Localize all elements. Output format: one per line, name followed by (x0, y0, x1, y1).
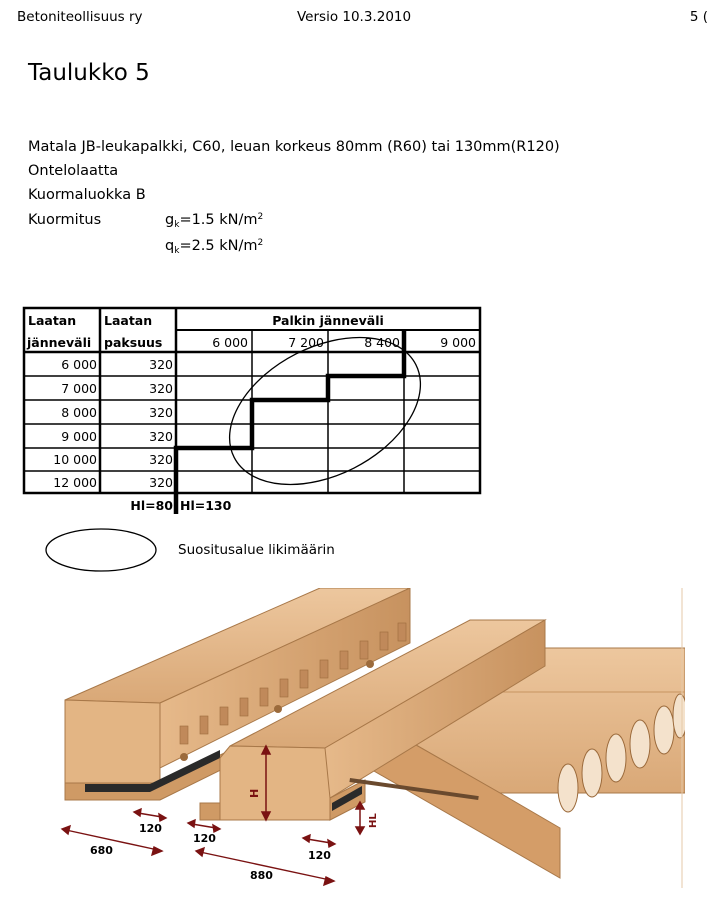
dim-hl-label: HL (368, 813, 379, 828)
page-title: Taulukko 5 (28, 60, 150, 86)
dim-120a-label: 120 (139, 822, 162, 835)
back-beam-front (65, 700, 160, 783)
row-thickness: 320 (149, 357, 173, 372)
legend-label: Suositusalue likimäärin (178, 542, 335, 558)
dim-680-label: 680 (90, 844, 113, 857)
header-version: Versio 10.3.2010 (297, 9, 412, 25)
load-label: Kuormitus (28, 212, 102, 228)
beam-span-9000: 9 000 (440, 335, 476, 350)
beam-span-8400: 8 400 (364, 335, 400, 350)
dead-load-value: $g_k=1.5$ $kN/m^2$ (165, 212, 264, 230)
row-thickness: 320 (149, 429, 173, 444)
header-page-number: 5 ( (689, 9, 708, 25)
dim-880-label: 880 (250, 869, 273, 882)
slab-type: Ontelolaatta (28, 163, 119, 179)
row-thickness: 320 (149, 405, 173, 420)
dim-h-label: H (248, 788, 261, 798)
header-organization: Betoniteollisuus ry (17, 9, 143, 25)
row-span: 9 000 (61, 429, 97, 444)
span-header: Palkin jänneväli (272, 313, 384, 328)
col2-header-line2: paksuus (104, 335, 163, 350)
dim-120c-label: 120 (308, 849, 331, 862)
front-beam-ledge-left (200, 803, 220, 820)
col2-header-line1: Laatan (104, 313, 153, 328)
beam-span-6000: 6 000 (212, 335, 248, 350)
load-class: Kuormaluokka B (28, 187, 146, 203)
live-load-value: $q_k=2.5$ $kN/m^2$ (165, 238, 264, 256)
row-span: 6 000 (61, 357, 97, 372)
hl130-label: Hl=130 (180, 498, 232, 513)
row-span: 12 000 (53, 475, 97, 490)
hl80-label: Hl=80 (130, 498, 173, 513)
row-span: 7 000 (61, 381, 97, 396)
beam-description: Matala JB-leukapalkki, C60, leuan korkeus 80mm (R60) tai 130mm(R120) (28, 139, 560, 155)
legend-ellipse-icon (46, 529, 156, 571)
row-span: 8 000 (61, 405, 97, 420)
row-thickness: 320 (149, 475, 173, 490)
col1-header-line1: Laatan (28, 313, 77, 328)
row-span: 10 000 (53, 452, 97, 467)
beam-span-7200: 7 200 (288, 335, 324, 350)
col1-header-line2: jänneväli (27, 335, 92, 350)
row-thickness: 320 (149, 452, 173, 467)
beam-slab-illustration (20, 588, 685, 888)
row-thickness: 320 (149, 381, 173, 396)
front-beam-front (220, 746, 330, 820)
dim-120b-label: 120 (193, 832, 216, 845)
